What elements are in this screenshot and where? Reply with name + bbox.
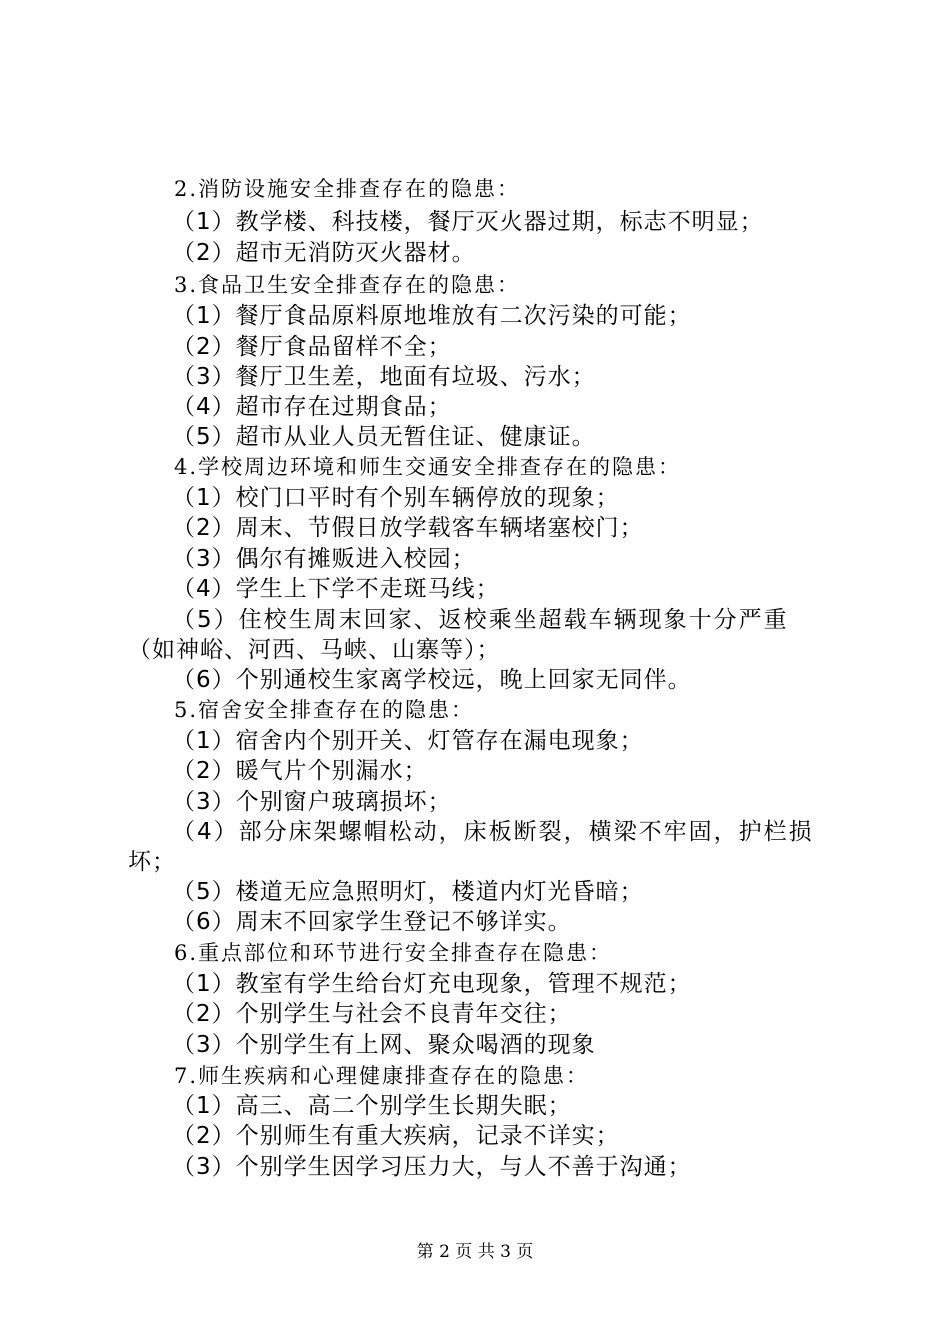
list-item: （3）个别窗户玻璃损坏； [172, 789, 452, 815]
section-heading-fire-safety: 2.消防设施安全排查存在的隐患： [174, 177, 521, 201]
list-item: （1）餐厅食品原料原地堆放有二次污染的可能； [172, 303, 692, 329]
list-item: （3）个别学生因学习压力大，与人不善于沟通； [172, 1154, 692, 1180]
list-item-continuation: 坏； [128, 849, 176, 875]
list-item: （2）个别师生有重大疾病，记录不详实； [172, 1123, 620, 1149]
list-item: （2）超市无消防灭火器材。 [172, 240, 476, 266]
list-item: （5）超市从业人员无暂住证、健康证。 [172, 424, 596, 450]
section-heading-key-areas: 6.重点部位和环节进行安全排查存在隐患： [174, 941, 613, 965]
list-item: （6）个别通校生家离学校远，晚上回家无同伴。 [172, 667, 692, 693]
page-footer: 第 2 页 共 3 页 [416, 1242, 534, 1262]
list-item: （5）楼道无应急照明灯，楼道内灯光昏暗； [172, 879, 644, 905]
list-item: （6）周末不回家学生登记不够详实。 [172, 909, 572, 935]
list-item: （2）暖气片个别漏水； [172, 758, 428, 784]
list-item: （2）餐厅食品留样不全； [172, 334, 452, 360]
list-item: （4）超市存在过期食品； [172, 394, 452, 420]
list-item: （5）住校生周末回家、返校乘坐超载车辆现象十分严重 [172, 607, 789, 633]
list-item-continuation: （如神峪、河西、马峡、山寨等）； [128, 637, 501, 663]
list-item: （1）高三、高二个别学生长期失眠； [172, 1093, 572, 1119]
list-item: （3）个别学生有上网、聚众喝酒的现象 [172, 1032, 596, 1058]
list-item: （3）餐厅卫生差，地面有垃圾、污水； [172, 364, 596, 390]
list-item: （2）周末、节假日放学载客车辆堵塞校门； [172, 515, 644, 541]
section-heading-traffic-safety: 4.学校周边环境和师生交通安全排查存在的隐患： [174, 455, 682, 479]
list-item: （1）教室有学生给台灯充电现象，管理不规范； [172, 971, 692, 997]
list-item: （1）宿舍内个别开关、灯管存在漏电现象； [172, 728, 644, 754]
list-item: （1）教学楼、科技楼，餐厅灭火器过期，标志不明显； [172, 209, 764, 235]
section-heading-dormitory-safety: 5.宿舍安全排查存在的隐患： [174, 698, 475, 722]
list-item: （4）部分床架螺帽松动，床板断裂，横梁不牢固，护栏损 [172, 819, 814, 845]
list-item: （1）校门口平时有个别车辆停放的现象； [172, 485, 620, 511]
list-item: （2）个别学生与社会不良青年交往； [172, 1001, 572, 1027]
list-item: （4）学生上下学不走斑马线； [172, 576, 500, 602]
section-heading-food-safety: 3.食品卫生安全排查存在的隐患： [174, 273, 521, 297]
list-item: （3）偶尔有摊贩进入校园； [172, 546, 476, 572]
section-heading-health: 7.师生疾病和心理健康排查存在的隐患： [174, 1064, 590, 1088]
